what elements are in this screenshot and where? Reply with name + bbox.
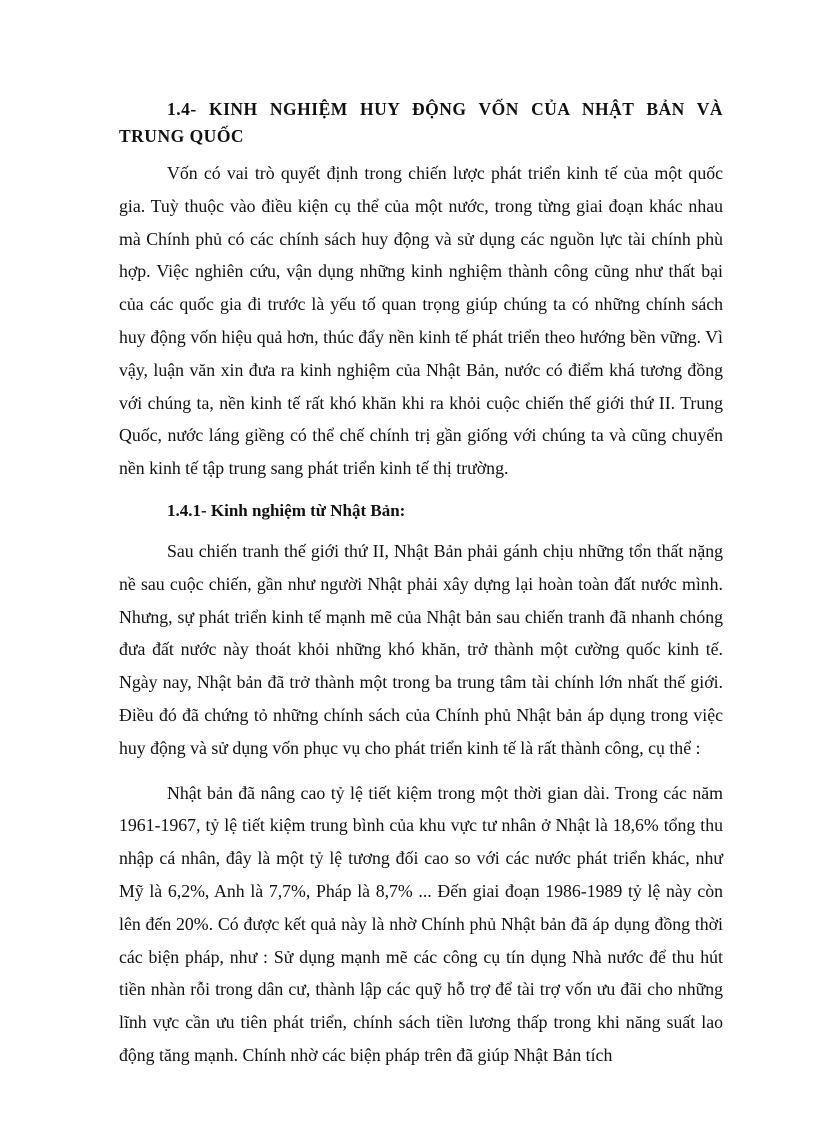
paragraph-savings: Nhật bản đã nâng cao tỷ lệ tiết kiệm trong một thời gian dài. Trong các năm 1961-1967, tỷ lệ tiết kiệm trung bình của khu vực tư nhân ở Nhật là 18,6% tổng thu nhập cá nhân, đây là một tỷ lệ tương đối cao so với các nước phát triển khác, như Mỹ là 6,2%, Anh là 7,7%, Pháp là 8,7% ... Đến giai đoạn 1986-1989 tỷ lệ này còn lên đến 20%. Có được kết quả này là nhờ Chính phủ Nhật bản đã áp dụng đồng thời các biện pháp, như : Sử dụng mạnh mẽ các công cụ tín dụng Nhà nước để thu hút tiền nhàn rỗi trong dân cư, thành lập các quỹ hỗ trợ để tài trợ vốn ưu đãi cho những lĩnh vực cần ưu tiên phát triển, chính sách tiền lương thấp trong khi năng suất lao động tăng mạnh. Chính nhờ các biện pháp trên đã giúp Nhật Bản tích bbox=[119, 782, 723, 1065]
section-heading: 1.4- KINH NGHIỆM HUY ĐỘNG VỐN CỦA NHẬT BẢN VÀ TRUNG QUỐC bbox=[119, 99, 723, 146]
subsection-heading: 1.4.1- Kinh nghiệm từ Nhật Bản: bbox=[167, 500, 406, 520]
document-page bbox=[119, 96, 723, 1074]
paragraph-postwar: Sau chiến tranh thế giới thứ II, Nhật Bản phải gánh chịu những tổn thất nặng nề sau cuộc chiến, gần như người Nhật phải xây dựng lại hoàn toàn đất nước mình. Nhưng, sự phát triển kinh tế mạnh mẽ của Nhật bản sau chiến tranh đã nhanh chóng đưa đất nước này thoát khỏi những khó khăn, trở thành một cường quốc kinh tế. Ngày nay, Nhật bản đã trở thành một trong ba trung tâm tài chính lớn nhất thế giới. Điều đó đã chứng tỏ những chính sách của Chính phủ Nhật bản áp dụng trong việc huy động và sử dụng vốn phục vụ cho phát triển kinh tế là rất thành công, cụ thể : bbox=[119, 540, 723, 758]
paragraph-gap bbox=[119, 767, 723, 777]
intro-paragraph: Vốn có vai trò quyết định trong chiến lược phát triển kinh tế của một quốc gia. Tuỳ thuộc vào điều kiện cụ thể của một nước, trong từng giai đoạn khác nhau mà Chính phủ có các chính sách huy động và sử dụng các nguồn lực tài chính phù hợp. Việc nghiên cứu, vận dụng những kinh nghiệm thành công cũng như thất bại của các quốc gia đi trước là yếu tố quan trọng giúp chúng ta có những chính sách huy động vốn hiệu quả hơn, thúc đẩy nền kinh tế phát triển theo hướng bền vững. Vì vậy, luận văn xin đưa ra kinh nghiệm của Nhật Bản, nước có điểm khá tương đồng với chúng ta, nền kinh tế rất khó khăn khi ra khỏi cuộc chiến thế giới thứ II. Trung Quốc, nước láng giềng có thể chế chính trị gần giống với chúng ta và cũng chuyển nền kinh tế tập trung sang phát triển kinh tế thị trường. bbox=[119, 163, 723, 479]
